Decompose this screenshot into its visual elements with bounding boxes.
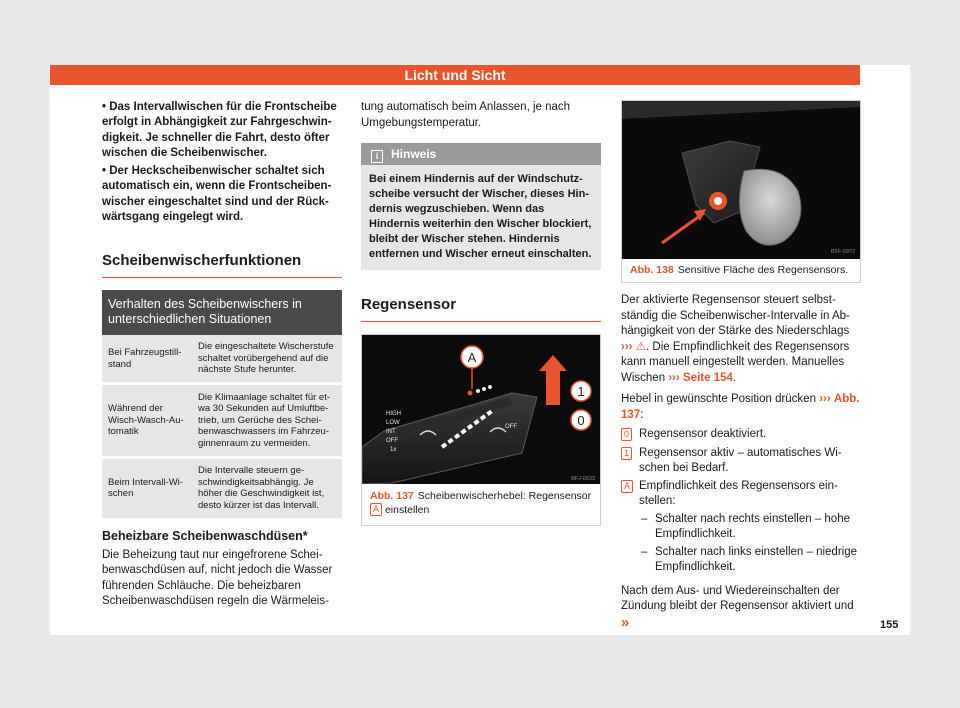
svg-text:1: 1 (577, 384, 585, 399)
rain-sensor-drawing (622, 101, 860, 259)
svg-text:0: 0 (577, 413, 585, 428)
lever-label-int: INT (386, 429, 396, 435)
figure-code: BFJ-0033 (571, 476, 595, 482)
page-link[interactable]: Seite 154 (683, 371, 733, 384)
table-cell-behaviour: Die Intervalle steuern geschwindigkeitsabhängig. Je höher die Geschwindigkeit ist, desto kürzer ist das Intervall. (193, 457, 342, 519)
subheading-heated-nozzles: Beheizbare Scheibenwaschdüsen* (102, 528, 308, 543)
caption-number: Abb. 137 (370, 490, 414, 502)
figure-code: B5F-0972 (830, 249, 855, 255)
wiper-behaviour-table (102, 335, 342, 521)
note-header: i Hinweis (361, 143, 601, 165)
figure-wiper-lever (361, 334, 601, 526)
sensitivity-marker (468, 391, 473, 396)
paragraph: tung automatisch beim Anlassen, je nach Umgebungstemperatur. (361, 101, 571, 129)
note-text: Bei einem Hindernis auf der Windschutzscheibe versucht der Wischer, dieses Hindernis wegzuschieben. Wenn das Hindernis weiterhin den Wischer blockiert, bleibt der Wischer stehen. Hindernis entfernen und Wischer erneut einschalten. (369, 173, 592, 260)
section-title-rain-sensor: Regensensor (361, 296, 601, 322)
lever-label-1x: 1x (390, 447, 397, 453)
section-title-wiper-functions: Scheibenwischerfunktionen (102, 252, 342, 278)
table-row (102, 335, 342, 383)
continue-icon: » (621, 613, 630, 631)
list-item: A Empfindlichkeit des Regensensors einstellen: (621, 479, 861, 510)
dash-item: – Schalter nach links einstellen – niedrige Empfindlichkeit. (641, 545, 858, 573)
column-left (102, 100, 342, 610)
figure-rain-sensor (621, 100, 861, 283)
dash-item: – Schalter nach rechts einstellen – hohe Empfindlichkeit. (641, 512, 850, 540)
table-cell-behaviour: Die eingeschaltete Wischerstufe schaltet vorübergehend auf die nächste Stufe herunter. (193, 335, 342, 383)
list-item: 0 Regensensor deaktiviert. (621, 427, 861, 444)
column-right (621, 100, 861, 632)
warning-icon: ⚠ (635, 340, 647, 353)
table-cell-behaviour: Die Klimaanlage schaltet für etwa 30 Sekunden auf Umluftbetrieb, um Gerüche des Scheibenwaschwassers im Fahrzeuginnenraum zu vermeiden. (193, 383, 342, 457)
table-cell-situation: Während der Wisch-Wasch-Automatik (102, 383, 193, 457)
wiper-lever-drawing (362, 335, 600, 484)
figure-caption: Abb. 137 Scheibenwischerhebel: Regensensor A einstellen (370, 490, 592, 516)
wiper-lever-illustration (362, 335, 600, 484)
bullet-item: • Der Heckscheibenwischer schaltet sich automatisch ein, wenn die Frontscheibenwischer eingeschaltet sind und der Rückwärtsgang eingelegt wird. (102, 165, 332, 224)
table-row (102, 457, 342, 519)
caption-number: Abb. 138 (630, 264, 674, 276)
column-middle (361, 100, 601, 526)
bullet-item: • Das Intervallwischen für die Frontscheibe erfolgt in Abhängigkeit zur Fahrgeschwindigkeit. Je schneller die Fahrt, desto öfter wischen die Scheibenwischer. (102, 101, 337, 159)
paragraph: Der aktivierte Regensensor steuert selbstständig die Scheibenwischer-Intervalle in Abhängigkeit von der Stärke des Niederschlags ››› ⚠. Die Empfindlichkeit des Regensensors kann manuell eingestellt werden. Manuelles Wischen ››› Seite 154. (621, 294, 850, 384)
list-item: 1 Regensensor aktiv – automatisches Wischen bei Bedarf. (621, 446, 861, 477)
info-icon: i (371, 150, 383, 163)
paragraph: Hebel in gewünschte Position drücken ››› Abb. 137: (621, 393, 860, 421)
note-box (361, 143, 601, 270)
figure-caption: Abb. 138 Sensitive Fläche des Regensensors. (630, 264, 849, 276)
rain-sensor-photo (622, 101, 860, 259)
table-cell-situation: Bei Fahrzeugstillstand (102, 335, 193, 383)
lever-label-off: OFF (386, 438, 398, 444)
figure-link[interactable]: Abb. 137 (621, 393, 860, 421)
table-row (102, 383, 342, 457)
page-number: 155 (880, 619, 899, 631)
paragraph: Die Beheizung taut nur eingefrorene Scheibenwaschdüsen auf, nicht jedoch die Wasser führenden Schläuche. Die beheizbaren Scheibenwaschdüsen regeln die Wärmeleis- (102, 548, 333, 608)
page-header: Licht und Sicht (50, 65, 860, 85)
lever-label-rear-off: OFF (505, 424, 517, 430)
lever-label-high: HIGH (386, 411, 401, 417)
table-title: Verhalten des Scheibenwischers in unterschiedlichen Situationen (102, 290, 342, 335)
bullet-list (102, 100, 342, 225)
lever-label-low: LOW (386, 420, 400, 426)
paragraph: Nach dem Aus- und Wiedereinschalten der Zündung bleibt der Regensensor aktiviert und » (621, 584, 854, 631)
caption-marker: A (370, 503, 382, 516)
table-cell-situation: Beim Intervall-Wischen (102, 457, 193, 519)
svg-text:A: A (467, 350, 477, 365)
